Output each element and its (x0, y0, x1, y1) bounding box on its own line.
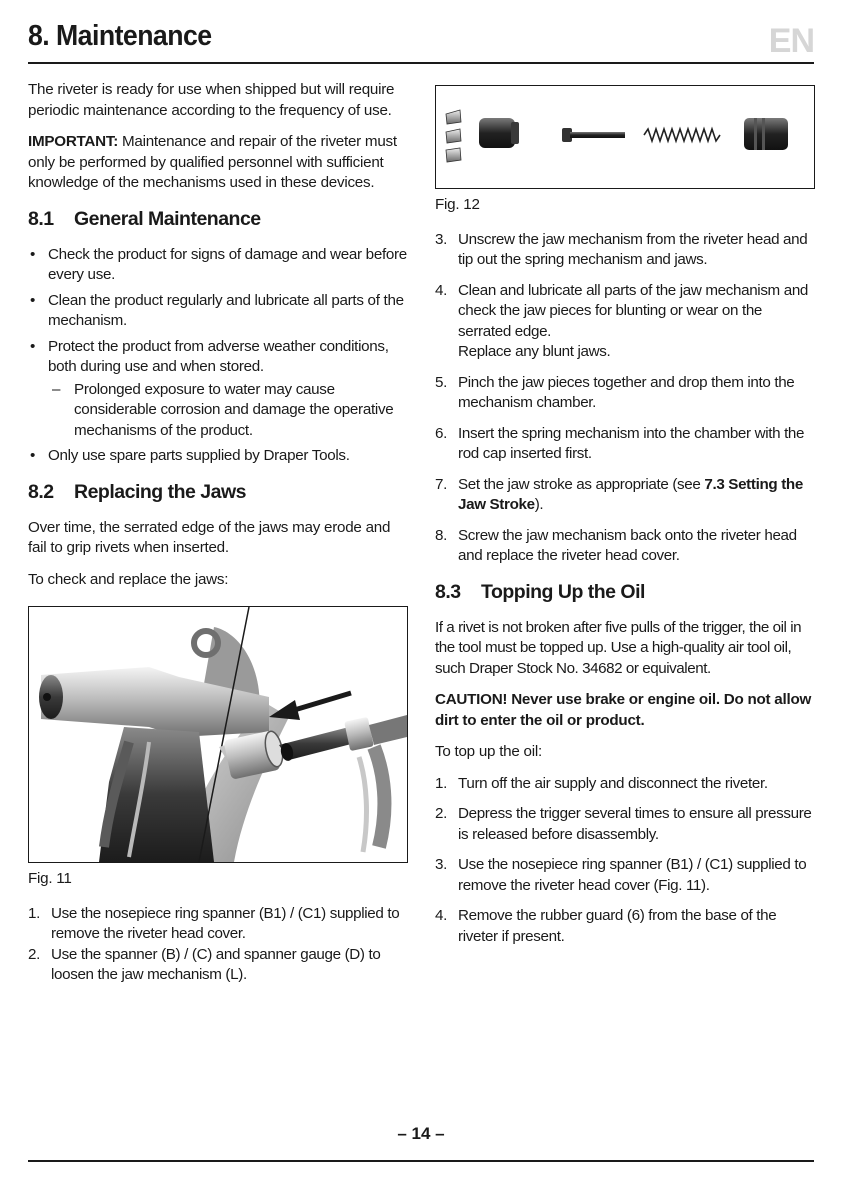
jaws-check-lead: To check and replace the jaws: (28, 570, 229, 588)
right-column (435, 85, 817, 957)
step-text: Remove the rubber guard (6) from the base of the riveter if present. (458, 907, 777, 945)
step-number: 2. (435, 805, 447, 822)
important-notice (28, 132, 408, 194)
step-number: 8. (435, 526, 447, 544)
step-number: 3. (435, 230, 447, 248)
section-title: General Maintenance (74, 207, 261, 230)
step-number: 2. (28, 945, 40, 963)
step-text: Clean and lubricate all parts of the jaw mechanism and check the jaw pieces for blunting or wear on the serrated edge. (458, 281, 809, 340)
left-column (28, 80, 408, 986)
step-item (435, 774, 817, 795)
section-heading-topping-up-oil (435, 581, 817, 604)
list-item (28, 446, 408, 467)
step-text: Turn off the air supply and disconnect the riveter. (458, 774, 768, 792)
section-title: Replacing the Jaws (74, 480, 246, 503)
step-text: Use the nosepiece ring spanner (B1) / (C1) supplied to remove the riveter head cover. (51, 904, 400, 942)
riveter-jaw-removal-illustration (29, 607, 407, 862)
step-text: Unscrew the jaw mechanism from the riveter head and tip out the spring mechanism and jaws. (458, 230, 808, 268)
section-heading-general-maintenance (28, 208, 408, 231)
step-number: 7. (435, 475, 447, 493)
important-text: Maintenance and repair of the riveter must only be performed by qualified personnel with sufficient knowledge of the mechanisms used in these devices. (28, 133, 397, 191)
step-item (435, 230, 817, 271)
step-item (435, 475, 817, 516)
step-text: Set the jaw stroke as appropriate (see (458, 475, 705, 493)
jaw-mechanism-parts-illustration (436, 86, 814, 188)
step-text: Insert the spring mechanism into the chamber with the rod cap inserted first. (458, 424, 805, 462)
step-item (435, 281, 817, 363)
maintenance-list (28, 245, 408, 467)
important-label: IMPORTANT: (28, 133, 119, 150)
figure-12-caption: Fig. 12 (435, 196, 480, 213)
intro-paragraph: The riveter is ready for use when shipped but will require periodic maintenance according to the frequency of use. (28, 81, 395, 119)
step-number: 1. (435, 774, 447, 792)
step-item (435, 526, 817, 567)
list-item (28, 337, 408, 442)
section-number: 8.1 (28, 207, 54, 230)
language-badge: EN (768, 22, 814, 60)
step-text-end: ). (534, 496, 544, 513)
step-number: 4. (435, 281, 447, 299)
sub-list-item: – Prolonged exposure to water may cause considerable corrosion and damage the operative mechanisms of the product. (48, 380, 408, 442)
section-heading-replacing-jaws (28, 481, 408, 504)
step-number: 3. (435, 856, 447, 873)
oil-intro-paragraph: If a rivet is not broken after five pulls of the trigger, the oil in the tool must be topped up. Use a high-quality air tool oil, such Draper Stock No. 34682 or equivalent. (435, 618, 802, 677)
oil-lead: To top up the oil: (435, 743, 542, 760)
step-item (28, 945, 408, 986)
footer-divider (28, 1160, 814, 1162)
step-note: Replace any blunt jaws. (458, 343, 611, 360)
sub-list (48, 380, 408, 442)
page-title: 8. Maintenance (28, 20, 212, 52)
jaw-steps-right (435, 230, 817, 567)
cross-reference: 7.3 Setting the Jaw Stroke (458, 475, 803, 513)
page-number: – 14 – (397, 1124, 445, 1143)
section-number: 8.2 (28, 480, 54, 503)
figure-11 (28, 606, 408, 863)
caution-notice (435, 690, 817, 731)
step-item (435, 804, 817, 845)
list-item-text: Protect the product from adverse weather conditions, both during use and when stored. (48, 337, 389, 375)
section-number: 8.3 (435, 580, 461, 603)
step-item (28, 904, 408, 945)
step-item (435, 424, 817, 465)
figure-11-caption: Fig. 11 (28, 870, 72, 887)
step-text: Depress the trigger several times to ensure all pressure is released before disassembly. (458, 805, 812, 843)
list-item-text: Check the product for signs of damage and wear before every use. (48, 245, 407, 283)
list-item-text: Clean the product regularly and lubricate all parts of the mechanism. (48, 291, 404, 329)
caution-text: CAUTION! Never use brake or engine oil. Do not allow dirt to enter the oil or product. (435, 691, 812, 729)
jaw-steps-left (28, 904, 408, 986)
step-number: 1. (28, 904, 40, 922)
step-number: 6. (435, 424, 447, 442)
list-item (28, 245, 408, 286)
jaws-intro-paragraph: Over time, the serrated edge of the jaws may erode and fail to grip rivets when inserted. (28, 518, 391, 556)
step-text: Use the spanner (B) / (C) and spanner gauge (D) to loosen the jaw mechanism (L). (51, 945, 381, 983)
list-item (28, 291, 408, 332)
section-title: Topping Up the Oil (481, 580, 645, 603)
step-text: Use the nosepiece ring spanner (B1) / (C1) supplied to remove the riveter head cover (Fig. 11). (458, 856, 807, 894)
step-number: 5. (435, 373, 447, 391)
step-item (435, 373, 817, 414)
step-text: Pinch the jaw pieces together and drop them into the mechanism chamber. (458, 373, 795, 411)
oil-steps (435, 774, 817, 948)
step-item (435, 906, 817, 947)
step-number: 4. (435, 907, 447, 924)
step-item (435, 855, 817, 896)
list-item-text: Only use spare parts supplied by Draper Tools. (48, 447, 350, 464)
page-header (28, 18, 814, 64)
step-text: Screw the jaw mechanism back onto the riveter head and replace the riveter head cover. (458, 526, 797, 564)
figure-12 (435, 85, 815, 189)
